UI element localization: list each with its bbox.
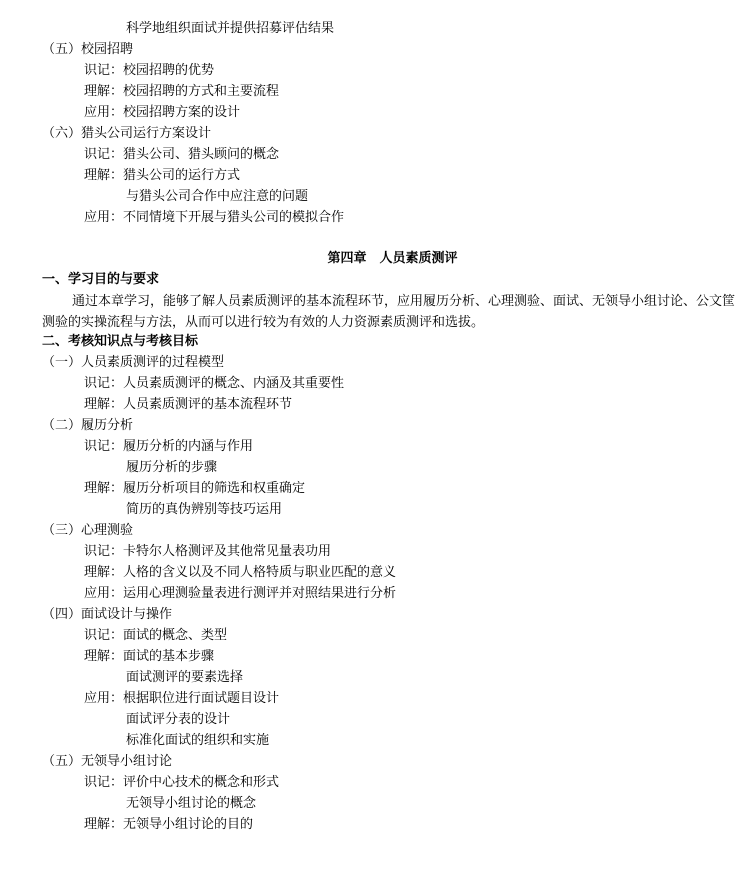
chapter-title: 第四章 人员素质测评 (327, 251, 458, 266)
text-line: 无领导小组讨论的概念 (126, 796, 257, 811)
subsection-heading: （五）校园招聘 (42, 42, 134, 57)
subsection-heading: （六）猎头公司运行方案设计 (42, 126, 212, 141)
text-line: 理解：人员素质测评的基本流程环节 (84, 397, 293, 412)
text-line: 识记：校园招聘的优势 (84, 63, 215, 78)
section-heading: 二、考核知识点与考核目标 (42, 334, 199, 349)
text-line: 应用：不同情境下开展与猎头公司的模拟合作 (84, 210, 345, 225)
text-line: 与猎头公司合作中应注意的问题 (126, 189, 309, 204)
subsection-heading: （一）人员素质测评的过程模型 (42, 355, 225, 370)
text-line: 标准化面试的组织和实施 (126, 733, 270, 748)
text-line: 理解：无领导小组讨论的目的 (84, 817, 254, 832)
text-line: 履历分析的步骤 (126, 460, 218, 475)
text-line: 识记：面试的概念、类型 (84, 628, 228, 643)
text-line: 应用：根据职位进行面试题目设计 (84, 691, 280, 706)
body-paragraph: 通过本章学习，能够了解人员素质测评的基本流程环节，应用履历分析、心理测验、面试、无领导小组讨论、公文筐测验的实操流程与方法，从而可以进行较为有效的人力资源素质测评和选拔。 (42, 294, 736, 330)
text-line: 面试测评的要素选择 (126, 670, 244, 685)
text-line: 理解：履历分析项目的筛选和权重确定 (84, 481, 306, 496)
subsection-heading: （四）面试设计与操作 (42, 607, 173, 622)
text-line: 理解：面试的基本步骤 (84, 649, 215, 664)
text-line: 理解：校园招聘的方式和主要流程 (84, 84, 280, 99)
text-line: 面试评分表的设计 (126, 712, 231, 727)
section-heading: 一、学习目的与要求 (42, 272, 160, 287)
text-line: 科学地组织面试并提供招募评估结果 (126, 21, 335, 36)
text-line: 应用：校园招聘方案的设计 (84, 105, 241, 120)
subsection-heading: （二）履历分析 (42, 418, 134, 433)
subsection-heading: （五）无领导小组讨论 (42, 754, 173, 769)
text-line: 应用：运用心理测验量表进行测评并对照结果进行分析 (84, 586, 397, 601)
text-line: 识记：猎头公司、猎头顾问的概念 (84, 147, 280, 162)
text-line: 识记：履历分析的内涵与作用 (84, 439, 254, 454)
subsection-heading: （三）心理测验 (42, 523, 134, 538)
text-line: 识记：评价中心技术的概念和形式 (84, 775, 280, 790)
text-line: 简历的真伪辨别等技巧运用 (126, 502, 283, 517)
text-line: 识记：人员素质测评的概念、内涵及其重要性 (84, 376, 345, 391)
text-line: 识记：卡特尔人格测评及其他常见量表功用 (84, 544, 332, 559)
text-line: 理解：人格的含义以及不同人格特质与职业匹配的意义 (84, 565, 397, 580)
text-line: 理解：猎头公司的运行方式 (84, 168, 241, 183)
